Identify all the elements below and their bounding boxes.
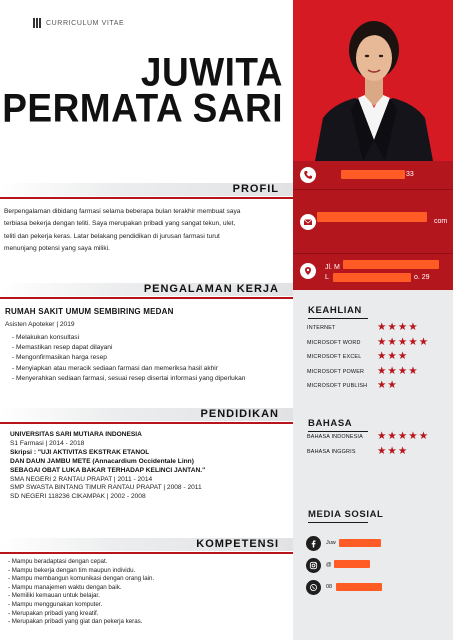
address-tail: o. 29 [414, 274, 430, 281]
star-icon: ★ [397, 321, 408, 333]
redaction-mark [343, 260, 439, 269]
name-first: JUWITA [140, 49, 283, 95]
name-last: PERMATA SARI [2, 85, 283, 131]
profil-title: PROFIL [232, 183, 279, 195]
competency-list [8, 558, 154, 627]
profil-text [4, 206, 289, 256]
contact-phone [293, 161, 453, 189]
star-rating [377, 351, 407, 362]
cv-tag-label: CURRICULUM VITAE [46, 19, 125, 27]
cv-tag [33, 18, 124, 28]
social-facebook[interactable] [306, 536, 446, 552]
list-item: - Mengonfirmasikan harga resep [12, 353, 245, 363]
job-duties [12, 333, 245, 384]
redaction-mark [334, 560, 370, 568]
redaction-mark [333, 273, 411, 282]
pendidikan-header [0, 406, 293, 423]
star-icon: ★ [377, 335, 387, 348]
kompetensi-title: KOMPETENSI [196, 538, 279, 550]
email-value: com [434, 218, 448, 225]
bars-icon [33, 18, 41, 28]
section-divider [0, 552, 293, 554]
bahasa-title: BAHASA [308, 418, 353, 429]
list-item: - Mampu manajemen waktu dengan baik. [8, 584, 154, 593]
profil-line: menunjang potensi yang saya miliki. [4, 245, 110, 253]
pendidikan-title: PENDIDIKAN [200, 408, 279, 420]
star-rating [377, 446, 407, 457]
star-icon: ★ [387, 379, 397, 391]
skill-label: MICROSOFT POWER [307, 368, 365, 375]
education-row: SEBAGAI OBAT LUKA BAKAR TERHADAP KELINCI JANTAN." [10, 466, 206, 474]
star-icon: ★ [397, 350, 408, 362]
education-row: Skripsi : "UJI AKTIVITAS EKSTRAK ETANOL [10, 448, 150, 456]
profil-line: teliti dan pekerja keras. Latar belakang pendidikan di jurusan farmasi turut [4, 232, 220, 240]
list-item: - Melakukan konsultasi [12, 333, 245, 343]
skill-label: BAHASA INDONESIA [307, 434, 363, 440]
education-row: UNIVERSITAS SARI MUTIARA INDONESIA [10, 431, 142, 438]
address-line-2: L [325, 274, 329, 281]
job-company: RUMAH SAKIT UMUM SEMBIRING MEDAN [5, 307, 174, 316]
section-divider [0, 297, 293, 299]
star-icon: ★ [387, 444, 397, 457]
profil-line: terbiasa bekerja dengan teliti. Saya merupakan pribadi yang sangat tekun, ulet, [4, 220, 236, 228]
education-row: SMA NEGERI 2 RANTAU PRAPAT | 2011 - 2014 [10, 475, 153, 483]
education-row: SMP SWASTA BINTANG TIMUR RANTAU PRAPAT | 2008 - 2011 [10, 484, 202, 492]
education-row: SD NEGERI 118236 CIKAMPAK | 2002 - 2008 [10, 493, 146, 501]
list-item: - Merupakan pribadi yang giat dan pekerja keras. [8, 618, 154, 627]
section-divider [0, 422, 293, 424]
keahlian-title: KEAHLIAN [308, 305, 362, 316]
section-divider [0, 197, 293, 199]
star-icon: ★ [377, 379, 387, 391]
skill-label: BAHASA INGGRIS [307, 448, 356, 455]
star-icon: ★ [397, 364, 408, 377]
mail-icon [300, 214, 316, 230]
star-icon: ★ [397, 430, 408, 442]
profile-photo [293, 0, 453, 161]
star-icon: ★ [387, 335, 397, 348]
education-list [10, 431, 290, 502]
phone-value: 33 [406, 171, 414, 178]
skill-label: MICROSOFT PUBLISH [307, 383, 368, 389]
star-icon: ★ [408, 364, 418, 377]
star-icon: ★ [418, 430, 429, 442]
pengalaman-header [0, 281, 293, 298]
skill-row [307, 364, 449, 379]
star-icon: ★ [408, 335, 418, 348]
section-rule [308, 522, 368, 523]
whatsapp-number: 08 [326, 584, 333, 590]
star-rating [377, 366, 418, 377]
star-icon: ★ [387, 350, 397, 362]
whatsapp-icon [306, 580, 321, 595]
location-icon [300, 263, 316, 279]
facebook-handle: Juw [326, 540, 336, 546]
list-item: - Mampu beradaptasi dengan cepat. [8, 558, 154, 567]
star-rating [377, 431, 428, 442]
social-instagram[interactable] [306, 558, 446, 574]
education-row: S1 Farmasi | 2014 - 2018 [10, 439, 85, 447]
list-item: - Mampu menggunakan komputer. [8, 601, 154, 610]
star-icon: ★ [408, 321, 418, 333]
skill-label: MICROSOFT WORD [307, 339, 361, 346]
instagram-handle: @ [326, 562, 332, 568]
list-item: - Mampu bekerja dengan tim maupun individu. [8, 567, 154, 576]
education-row: DAN DAUN JAMBU METE (Annacardium Occidentale Linn) [10, 457, 194, 465]
star-icon: ★ [377, 430, 387, 442]
phone-icon [300, 167, 316, 183]
list-item: - Memastikan resep dapat dilayani [12, 343, 245, 353]
star-rating [377, 322, 418, 333]
media-title: MEDIA SOSIAL [308, 509, 384, 520]
contact-address [293, 254, 453, 290]
star-icon: ★ [387, 364, 397, 377]
star-icon: ★ [377, 350, 387, 362]
list-item: - Memiliki kemauan untuk belajar. [8, 592, 154, 601]
sidebar [293, 0, 453, 640]
profil-line: Berpengalaman dibidang farmasi selama beberapa bulan terakhir membuat saya [4, 208, 241, 215]
list-item: - Menyerahkan sediaan farmasi, sesuai resep disertai informasi yang diperlukan [12, 374, 245, 384]
job-role: Asisten Apoteker | 2019 [5, 321, 75, 328]
contact-email [293, 190, 453, 253]
redaction-mark [317, 212, 427, 222]
list-item: - Merupakan pribadi yang kreatif. [8, 610, 154, 619]
skill-label: INTERNET [307, 325, 336, 331]
star-icon: ★ [377, 444, 387, 457]
skill-row [307, 323, 449, 335]
star-rating [377, 337, 428, 348]
star-icon: ★ [397, 444, 408, 457]
list-item: - Menyiapkan atau meracik sediaan farmasi dan memeriksa hasil akhir [12, 364, 245, 374]
address-line-1: Jl. M [325, 264, 340, 271]
list-item: - Mampu membangun komunikasi dengan orang lain. [8, 575, 154, 584]
skill-row [307, 444, 449, 459]
redaction-mark [336, 583, 382, 591]
skill-row [307, 352, 449, 364]
star-icon: ★ [377, 321, 387, 333]
section-rule [308, 318, 368, 319]
redaction-mark [339, 539, 381, 547]
star-icon: ★ [418, 335, 429, 348]
skill-label: MICROSOFT EXCEL [307, 354, 362, 360]
skill-row [307, 381, 449, 393]
pengalaman-title: PENGALAMAN KERJA [143, 283, 279, 295]
facebook-icon [306, 536, 321, 551]
star-icon: ★ [408, 430, 418, 442]
redaction-mark [341, 170, 405, 179]
star-icon: ★ [387, 321, 397, 333]
skill-row [307, 432, 449, 444]
social-whatsapp[interactable] [306, 580, 446, 596]
star-rating [377, 380, 397, 391]
star-icon: ★ [387, 430, 397, 442]
kompetensi-header [0, 536, 293, 553]
star-icon: ★ [397, 335, 408, 348]
instagram-icon [306, 558, 321, 573]
star-icon: ★ [377, 364, 387, 377]
profil-header [0, 181, 293, 198]
skill-row [307, 335, 449, 350]
